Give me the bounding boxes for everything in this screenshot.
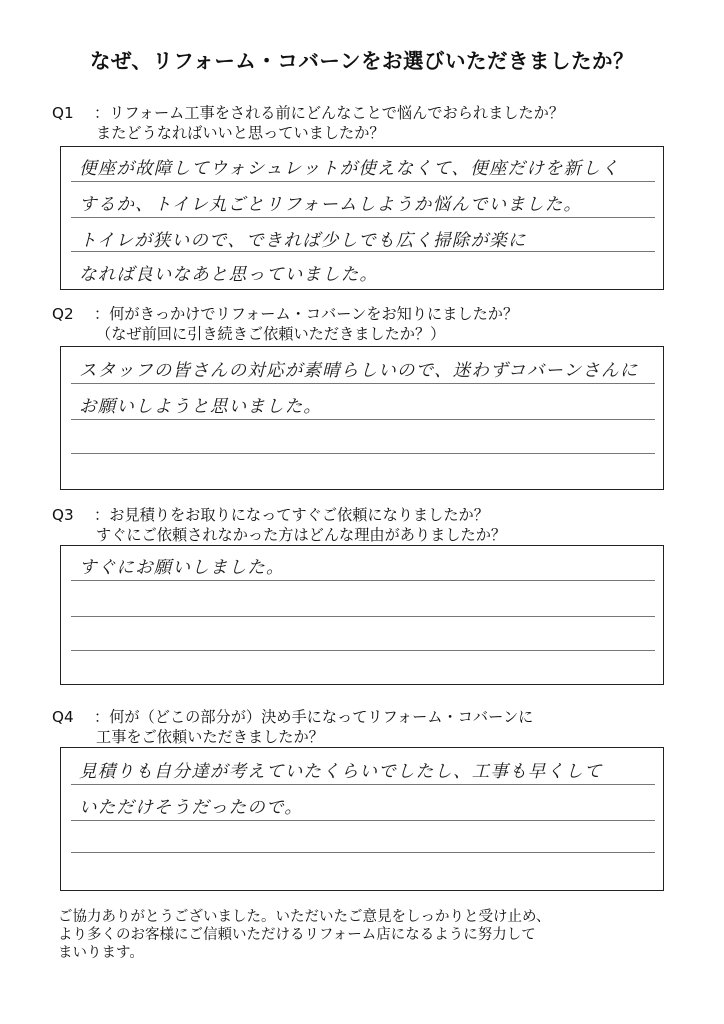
ruled-line — [71, 616, 655, 617]
ruled-line — [71, 784, 655, 785]
ruled-line — [71, 383, 655, 384]
ruled-line — [71, 852, 655, 853]
ruled-line — [71, 650, 655, 651]
question-4 — [52, 707, 533, 747]
ruled-line — [71, 453, 655, 454]
ruled-line — [71, 820, 655, 821]
question-2 — [52, 304, 518, 344]
answer-line: 見積りも自分達が考えていたくらいでしたし、工事も早くして — [79, 762, 603, 782]
answer-line: お願いしようと思いました。 — [79, 397, 323, 417]
answer-box-2 — [60, 346, 664, 490]
answer-box-1 — [60, 146, 664, 290]
answer-line: するか、トイレ丸ごとリフォームしようか悩んでいました。 — [79, 195, 583, 215]
answer-line: スタッフの皆さんの対応が素晴らしいので、迷わずコバーンさんに — [79, 361, 639, 381]
question-3 — [52, 505, 506, 545]
ruled-line — [71, 419, 655, 420]
closing-line: まいります。 — [58, 945, 144, 961]
question-label: Q3 — [52, 506, 74, 524]
answer-line: なれば良いなあと思っていました。 — [79, 265, 379, 285]
answer-box-3 — [60, 545, 664, 685]
question-text-line2: （なぜ前回に引き続きご依頼いただきましたか？） — [96, 325, 446, 343]
question-text-line2: すぐにご依頼されなかった方はどんな理由がありましたか？ — [96, 526, 507, 544]
question-1 — [52, 103, 564, 143]
question-text-line2: 工事をご依頼いただきましたか？ — [96, 728, 324, 746]
question-label: Q2 — [52, 305, 74, 323]
question-label: Q1 — [52, 104, 74, 122]
answer-box-4 — [60, 747, 664, 891]
answer-line: トイレが狭いので、できれば少しでも広く掃除が楽に — [79, 231, 527, 251]
answer-line: 便座が故障してウォシュレットが使えなくて、便座だけを新しく — [79, 159, 620, 179]
question-text-line1: ：お見積りをお取りになってすぐご依頼になりましたか？ — [94, 506, 489, 524]
question-text-line2: またどうなればいいと思っていましたか？ — [96, 124, 385, 142]
closing-message — [58, 908, 550, 962]
closing-line: より多くのお客様にご信頼いただけるリフォーム店になるように努力して — [58, 927, 536, 943]
question-text-line1: ：何がきっかけでリフォーム・コバーンをお知りにましたか？ — [94, 305, 519, 323]
question-label: Q4 — [52, 708, 74, 726]
ruled-line — [71, 580, 655, 581]
question-text-line1: ：リフォーム工事をされる前にどんなことで悩んでおられましたか？ — [94, 104, 565, 122]
question-text-line1: ：何が（どこの部分が）決め手になってリフォーム・コバーンに — [94, 708, 534, 726]
closing-line: ご協力ありがとうございました。いただいたご意見をしっかりと受け止め、 — [58, 909, 551, 925]
answer-line: すぐにお願いしました。 — [79, 558, 285, 578]
answer-line: いただけそうだったので。 — [79, 798, 304, 818]
page-title: なぜ、リフォーム・コバーンをお選びいただきましたか？ — [90, 49, 634, 73]
ruled-line — [71, 217, 655, 218]
ruled-line — [71, 181, 655, 182]
